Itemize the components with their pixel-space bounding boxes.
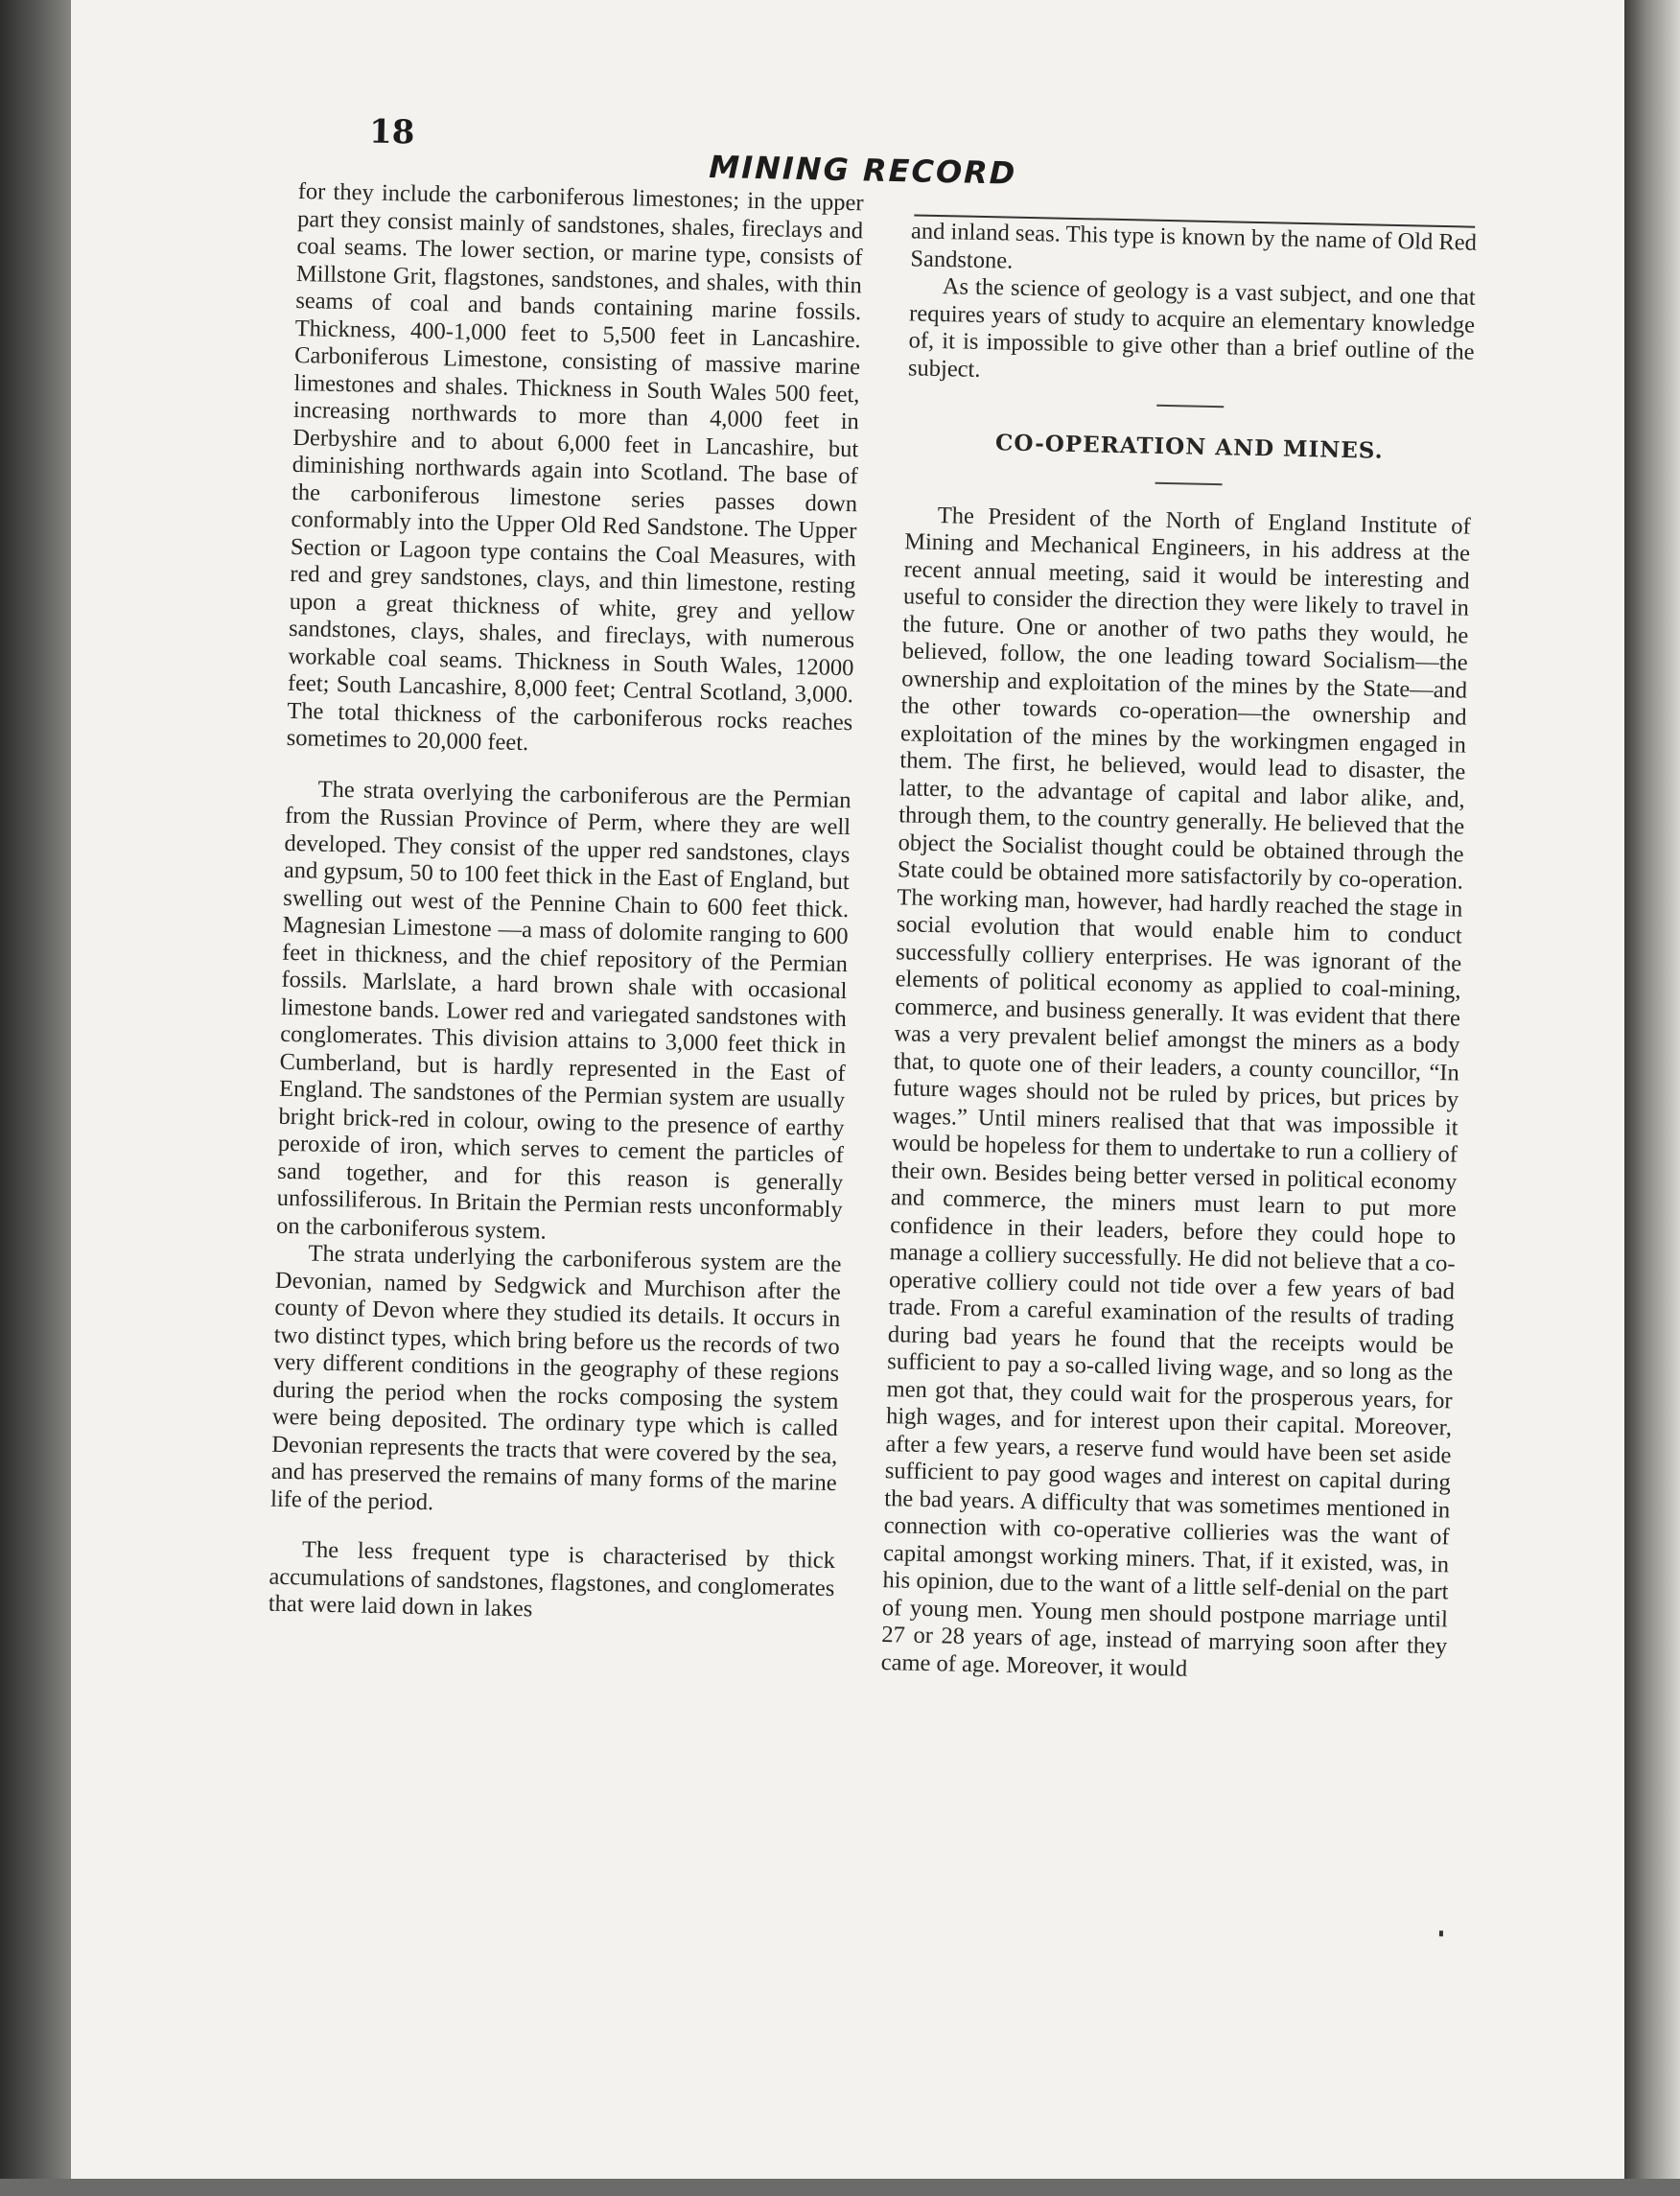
right-column [880,218,1477,1688]
section-divider [1156,405,1224,408]
right-paragraph-1: and inland seas. This type is known by the name of Old Red Sandstone. [910,218,1478,274]
page-number: 18 [368,112,415,152]
left-paragraph-4: The less frequent type is characterised by thick accumulations of sandstones, flagstones, and conglomerates that were laid down in lakes [268,1536,836,1623]
right-paragraph-2: As the science of geology is a vast subject, and one that requires years of study to acquire an elementary knowledge of, it is impossible to give other than a brief outline of the subject. [907,273,1476,383]
edge-mark [1439,1930,1443,1936]
section-title: CO-OPERATION AND MINES. [994,430,1384,464]
right-paragraph-3: The President of the North of England Institute of Mining and Mechanical Engineers, in his address at the recent annual meeting, said it would be interesting and useful to consider the direction they were likely to travel in the future. One or another of two paths they would, he believed, follow, the one leading toward Socialism—the ownership and exploitation of the mines by the State—and the other towards co-operation—the ownership and exploitation of the mines by the workingmen engaged in them. The first, he believed, would lead to disaster, the latter, to the advantage of capital and labor alike, and, through them, to the country generally. He believed that the object the Socialist thought could be obtained through the State could be obtained more satisfactorily by co-operation. The working man, however, had hardly reached the stage in social evolution that would enable him to conduct successfully colliery enterprises. He was ignorant of the elements of political economy as applied to coal-mining, commerce, and business generally. It was evident that there was a very prevalent belief amongst the miners as a body that, to quote one of their leaders, a county councillor, “In future wages should not be ruled by prices, but prices by wages.” Until miners realised that that was impossible it would be hopeless for them to undertake to run a colliery of their own. Besides being better versed in political economy and commerce, the miners must learn to put more confidence in their leaders, before they could hope to manage a colliery successfully. He did not believe that a co-operative colliery could not tide over a few years of bad trade. From a careful examination of the results of trading during bad years he found that the receipts would be sufficient to pay a so-called living wage, and so long as the men got that, they could wait for the prosperous years, for high wages, and for interest upon their capital. Moreover, after a few years, a reserve fund would have been set aside sufficient to pay good wages and interest on capital during the bad years. A difficulty that was sometimes mentioned in connection with co-operative collieries was the want of capital amongst working miners. That, if it existed, was, in his opinion, due to the want of a little self-denial on the part of young men. Young men should postpone marriage until 27 or 28 years of age, instead of marrying soon after they came of age. Moreover, it would [880,502,1471,1682]
left-paragraph-3: The strata underlying the carboniferous system are the Devonian, named by Sedgwick and Murchison after the county of Devon where they studied its details. It occurs in two distinct types, which bring before us the records of two very different conditions in the geography of these regions during the period when the rocks composing the system were being deposited. The ordinary type which is called Devonian represents the tracts that were covered by the sea, and has preserved the remains of many forms of the marine life of the period. [269,1240,842,1515]
running-title: MINING RECORD [708,148,1017,192]
title-underline [1155,481,1223,484]
left-paragraph-1: for they include the carboniferous limestones; in the upper part they consist mainly of sandstones, shales, fireclays and coal seams. The lower section, or marine type, consists of Millstone Grit, flagstones, sandstones, and shales, with thin seams of coal and bands containing marine fossils. Thickness, 400-1,000 feet to 5,500 feet in Lancashire. Carboniferous Limestone, consisting of massive marine limestones and shales. Thickness in South Wales 500 feet, increasing northwards to more than 4,000 feet in Derbyshire and to about 6,000 feet in Lancashire, but diminishing northwards again into Scotland. The base of the carboniferous limestone series passes down conformably into the Upper Old Red Sandstone. The Upper Section or Lagoon type contains the Coal Measures, with red and grey sandstones, clays, and thin limestone, resting upon a great thickness of white, grey and yellow sandstones, clays, shales, and fireclays, with numerous workable coal seams. Thickness in South Wales, 12000 feet; South Lancashire, 8,000 feet; Central Scotland, 3,000. The total thickness of the carboniferous rocks reaches sometimes to 20,000 feet. [286,177,864,757]
left-paragraph-2: The strata overlying the carboniferous are the Permian from the Russian Province of Perm, where they are well developed. They consist of the upper red sandstones, clays and gypsum, 50 to 100 feet thick in the East of England, but swelling out west of the Pennine Chain to 600 feet thick. Magnesian Limestone —a mass of dolomite ranging to 600 feet in thickness, and the chief repository of the Permian fossils. Marlslate, a hard brown shale with occasional limestone bands. Lower red and variegated sandstones with conglomerates. This division attains to 3,000 feet thick in Cumberland, but is hardly represented in the East of England. The sandstones of the Permian system are usually bright brick-red in colour, owing to the presence of earthy peroxide of iron, which serves to cement the particles of sand together, and for this reason is generally unfossiliferous. In Britain the Permian rests unconformably on the carboniferous system. [275,776,852,1245]
left-column [268,178,864,1630]
